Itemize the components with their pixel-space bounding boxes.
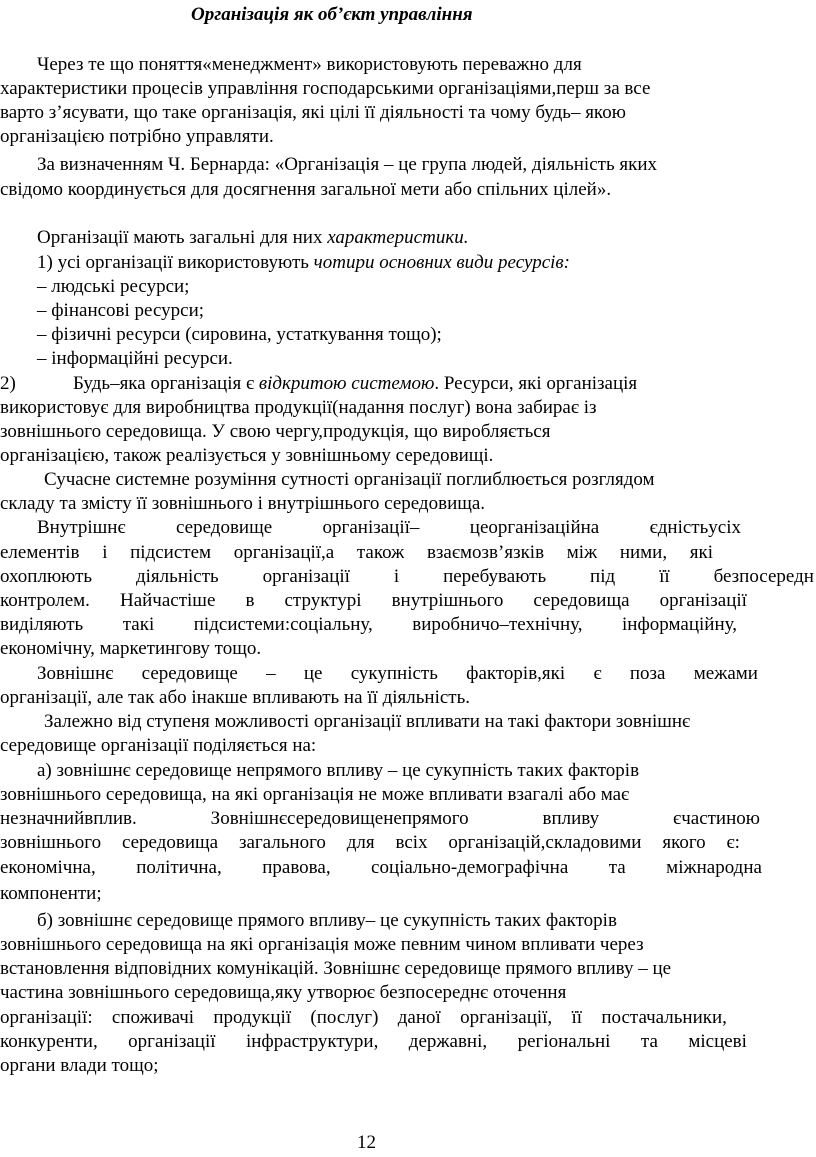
text-line: середовище організації поділяється на: [0,735,317,756]
text-line: Сучасне системне розуміння сутності організації поглиблюється розглядом [44,469,655,490]
word: постачальники, [601,1007,727,1028]
word: елементів [0,542,80,563]
word: інформаційну, [622,614,737,635]
justified-line [0,614,737,636]
word: інфраструктури, [245,1031,379,1052]
word: безпосередн [713,566,814,587]
word: її [571,1007,583,1028]
text-line [37,227,468,249]
word: незначнийвплив. [0,808,137,829]
text-line: складу та змісту її зовнішнього і внутрішнього середовища. [0,493,486,514]
text-span: . Ресурси, які організація [434,373,638,394]
word: якого [662,832,706,853]
word: цеорганізаційна [469,517,600,538]
text-line: Через те що поняття«менеджмент» використовують переважно для [37,54,582,75]
word: єдністьусіх [649,517,741,538]
word: під [590,566,616,587]
word: це [303,663,323,684]
text-line: організації, але так або інакше впливають на її діяльність. [0,687,471,708]
text-line: зовнішнього середовища, на які організація не може впливати взагалі або має [0,784,630,805]
text-line: а) зовнішнє середовище непрямого впливу – це сукупність таких факторів [37,760,640,781]
word: міжнародна [666,857,762,878]
text-line: характеристики процесів управління господарськими організаціями,перш за все [0,78,651,99]
page-number: 12 [357,1132,376,1153]
word: є: [726,832,740,853]
word: поза [629,663,666,684]
word: зовнішнього [0,832,102,853]
word: споживачі [111,1007,195,1028]
text-line: зовнішнього середовища. У свою чергу,продукція, що виробляється [0,421,551,442]
emphasis-text: характеристики. [327,227,469,248]
word: в [245,590,255,611]
word: загального [238,832,326,853]
word: організації [262,566,350,587]
word: виробничо–технічну, [412,614,583,635]
word: є [593,663,602,684]
word: такі [122,614,155,635]
word: регіональні [517,1031,611,1052]
word: конкуренти, [0,1031,98,1052]
text-line: зовнішнього середовища на які організація може певним чином впливати через [0,934,644,955]
word: політична, [136,857,222,878]
text-line: б) зовнішнє середовище прямого впливу– це сукупність таких факторів [37,910,617,931]
word: та [640,1031,658,1052]
word: соціально-демографічна [371,857,569,878]
word: між [566,542,598,563]
word: Зовнішнєсередовищенепрямого [210,808,469,829]
word: які [689,542,713,563]
word: державні, [408,1031,488,1052]
word: структурі [284,590,362,611]
text-line: встановлення відповідних комунікацій. Зовнішнє середовище прямого впливу – це [0,958,672,979]
list-item [37,252,570,274]
list-item: – фізичні ресурси (сировина, устаткування тощо); [37,324,442,345]
text-line: органи влади тощо; [0,1055,159,1076]
text-line: компоненти; [0,883,102,904]
text-line: організацією, також реалізується у зовнішньому середовищі. [0,445,494,466]
text-span: Будь–яка організація є [73,373,259,394]
justified-line [0,1031,747,1053]
word: охоплюють [0,566,93,587]
word: контролем. [0,590,90,611]
text-line: За визначенням Ч. Бернарда: «Організація – це група людей, діяльність яких [37,154,658,175]
page-title: Організація як об’єкт управління [191,4,473,25]
word: взаємозв’язків [426,542,545,563]
justified-line [0,832,740,854]
word: середовище [141,663,238,684]
text-line: варто з’ясувати, що таке організація, які цілі її діяльності та чому будь– якою [0,102,626,123]
word: підсистеми:соціальну, [193,614,373,635]
justified-line [37,663,758,685]
word: організації, [460,1007,553,1028]
word: впливу [542,808,600,829]
word: організації– [322,517,420,538]
word: внутрішнього [391,590,504,611]
word: і [102,542,108,563]
justified-line [0,590,747,612]
text-line: використовує для виробництва продукції(надання послуг) вона забирає із [0,397,597,418]
word: Внутрішнє [37,517,126,538]
emphasis-text: чотири основних види ресурсів: [313,252,570,273]
word: організації: [0,1007,93,1028]
list-number: 2) [0,373,16,394]
justified-line [0,542,713,564]
word: межами [693,663,758,684]
word: перебувають [443,566,547,587]
word: єчастиною [673,808,760,829]
word: також [356,542,405,563]
word: і [393,566,400,587]
justified-line [0,857,762,879]
word: Зовнішнє [37,663,114,684]
word: діяльність [135,566,219,587]
word: всіх [395,832,428,853]
text-line: економічну, маркетингову тощо. [0,638,262,659]
text-line: Залежно від ступеня можливості організації впливати на такі фактори зовнішнє [44,711,691,732]
word: факторів,які [466,663,566,684]
justified-line [0,566,814,588]
text-span: 1) усі організації використовують [37,252,314,273]
text-line: свідомо координується для досягнення загальної мети або спільних цілей». [0,179,612,200]
text-line: організацією потрібно управляти. [0,126,274,147]
word: правова, [262,857,331,878]
word: організації,а [233,542,335,563]
word: (послуг) [310,1007,379,1028]
text-span: Організації мають загальні для них [37,227,328,248]
word: економічна, [0,857,96,878]
word: Найчастіше [119,590,216,611]
emphasis-text: відкритою системою [258,373,435,394]
word: даної [397,1007,441,1028]
word: організації [659,590,747,611]
word: середовище [176,517,273,538]
word: продукції [213,1007,292,1028]
word: місцеві [688,1031,747,1052]
word: її [659,566,670,587]
justified-line [37,517,741,539]
list-item: – фінансові ресурси; [37,300,205,321]
justified-line [0,1007,727,1029]
word: ними, [619,542,668,563]
list-item: – людські ресурси; [37,276,190,297]
text-line [73,373,637,395]
word: – [266,663,276,684]
word: середовища [121,832,219,853]
text-line: частина зовнішнього середовища,яку утворює безпосереднє оточення [0,982,567,1003]
list-item: – інформаційні ресурси. [37,348,233,369]
justified-line [0,808,760,830]
word: виділяють [0,614,84,635]
word: організацій,складовими [448,832,642,853]
word: середовища [533,590,630,611]
word: організації [128,1031,216,1052]
word: для [346,832,375,853]
word: підсистем [130,542,212,563]
word: та [608,857,626,878]
word: сукупність [350,663,438,684]
